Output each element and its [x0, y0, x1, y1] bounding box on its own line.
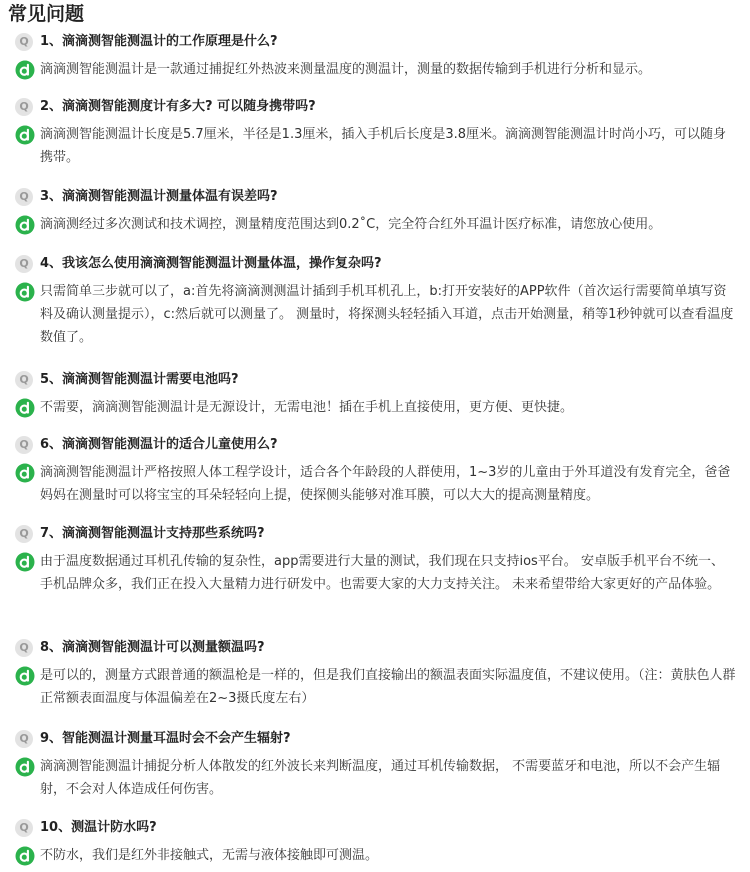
faq-item	[0, 185, 750, 236]
faq-item	[0, 816, 750, 867]
answer-text: 滴滴测智能测温计是一款通过捕捉红外热波来测量温度的测温计，测量的数据传输到手机进行分析和显示。	[40, 62, 652, 77]
faq-answer	[0, 213, 750, 236]
answer-icon	[15, 60, 35, 80]
faq-answer	[0, 123, 750, 169]
faq-item	[0, 30, 750, 81]
question-icon: Q	[15, 525, 33, 543]
faq-answer	[0, 844, 750, 867]
faq-answer	[0, 550, 750, 596]
faq-item	[0, 522, 750, 596]
faq-question	[0, 727, 750, 751]
answer-text: 由于温度数据通过耳机孔传输的复杂性，app需要进行大量的测试，我们现在只支持ios平台。 安卓版手机平台不统一、手机品牌众多，我们正在投入大量精力进行研发中。也需要大家的大力支持关注。 未来希望带给大家更好的产品体验。	[40, 554, 724, 592]
faq-question	[0, 95, 750, 119]
answer-icon	[15, 215, 35, 235]
faq-question	[0, 636, 750, 660]
faq-question	[0, 30, 750, 54]
faq-item	[0, 368, 750, 419]
faq-answer	[0, 664, 750, 710]
question-icon: Q	[15, 255, 33, 273]
faq-question	[0, 816, 750, 840]
faq-question	[0, 252, 750, 276]
faq-answer	[0, 280, 750, 349]
answer-icon	[15, 463, 35, 483]
answer-text: 滴滴测智能测温计严格按照人体工程学设计，适合各个年龄段的人群使用，1~3岁的儿童由于外耳道没有发育完全，爸爸妈妈在测量时可以将宝宝的耳朵轻轻向上提，使探侧头能够对准耳膜，可以大大的提高测量精度。	[40, 465, 731, 503]
faq-answer	[0, 755, 750, 801]
answer-text: 不防水，我们是红外非接触式，无需与液体接触即可测温。	[40, 848, 379, 863]
question-text: 8、滴滴测智能测温计可以测量额温吗?	[40, 640, 265, 655]
question-text: 5、滴滴测智能测温计需要电池吗?	[40, 372, 239, 387]
faq-answer	[0, 396, 750, 419]
faq-question	[0, 433, 750, 457]
faq-question	[0, 185, 750, 209]
question-text: 1、滴滴测智能测温计的工作原理是什么?	[40, 34, 278, 49]
faq-item	[0, 252, 750, 349]
faq-item	[0, 95, 750, 169]
question-icon: Q	[15, 33, 33, 51]
answer-text: 不需要，滴滴测智能测温计是无源设计，无需电池！插在手机上直接使用，更方便、更快捷。	[40, 400, 574, 415]
faq-item	[0, 727, 750, 801]
faq-item	[0, 636, 750, 710]
faq-item	[0, 433, 750, 507]
answer-icon	[15, 282, 35, 302]
question-text: 3、滴滴测智能测温计测量体温有误差吗?	[40, 189, 278, 204]
answer-text: 只需简单三步就可以了，a:首先将滴滴测测温计插到手机耳机孔上，b:打开安装好的APP软件（首次运行需要简单填写资料及确认测量提示），c:然后就可以测量了。 测量时，将探测头轻轻插入耳道，点击开始测量，稍等1秒钟就可以查看温度数值了。	[40, 284, 734, 345]
question-icon: Q	[15, 188, 33, 206]
answer-text: 是可以的，测量方式跟普通的额温枪是一样的，但是我们直接输出的额温表面实际温度值，不建议使用。（注：黄肤色人群正常额表面温度与体温偏差在2~3摄氏度左右）	[40, 668, 736, 706]
question-icon: Q	[15, 98, 33, 116]
question-icon: Q	[15, 371, 33, 389]
question-text: 6、滴滴测智能测温计的适合儿童使用么?	[40, 437, 278, 452]
answer-text: 滴滴测经过多次测试和技术调控，测量精度范围达到0.2˚C，完全符合红外耳温计医疗标准，请您放心使用。	[40, 217, 662, 232]
answer-icon	[15, 552, 35, 572]
question-icon: Q	[15, 436, 33, 454]
question-text: 7、滴滴测智能测温计支持那些系统吗?	[40, 526, 265, 541]
question-text: 2、滴滴测智能测度计有多大? 可以随身携带吗?	[40, 99, 316, 114]
answer-text: 滴滴测智能测温计长度是5.7厘米，半径是1.3厘米，插入手机后长度是3.8厘米。滴滴测智能测温计时尚小巧，可以随身携带。	[40, 127, 727, 165]
answer-icon	[15, 125, 35, 145]
answer-icon	[15, 846, 35, 866]
question-icon: Q	[15, 819, 33, 837]
question-text: 4、我该怎么使用滴滴测智能测温计测量体温，操作复杂吗?	[40, 256, 382, 271]
faq-question	[0, 368, 750, 392]
faq-answer	[0, 58, 750, 81]
answer-icon	[15, 757, 35, 777]
page-title: 常见问题	[8, 3, 85, 25]
question-icon: Q	[15, 639, 33, 657]
answer-icon	[15, 666, 35, 686]
faq-question	[0, 522, 750, 546]
answer-text: 滴滴测智能测温计捕捉分析人体散发的红外波长来判断温度，通过耳机传输数据， 不需要蓝牙和电池，所以不会产生辐射，不会对人体造成任何伤害。	[40, 759, 721, 797]
question-text: 9、智能测温计测量耳温时会不会产生辐射?	[40, 731, 291, 746]
question-text: 10、测温计防水吗?	[40, 820, 157, 835]
question-icon: Q	[15, 730, 33, 748]
answer-icon	[15, 398, 35, 418]
faq-answer	[0, 461, 750, 507]
